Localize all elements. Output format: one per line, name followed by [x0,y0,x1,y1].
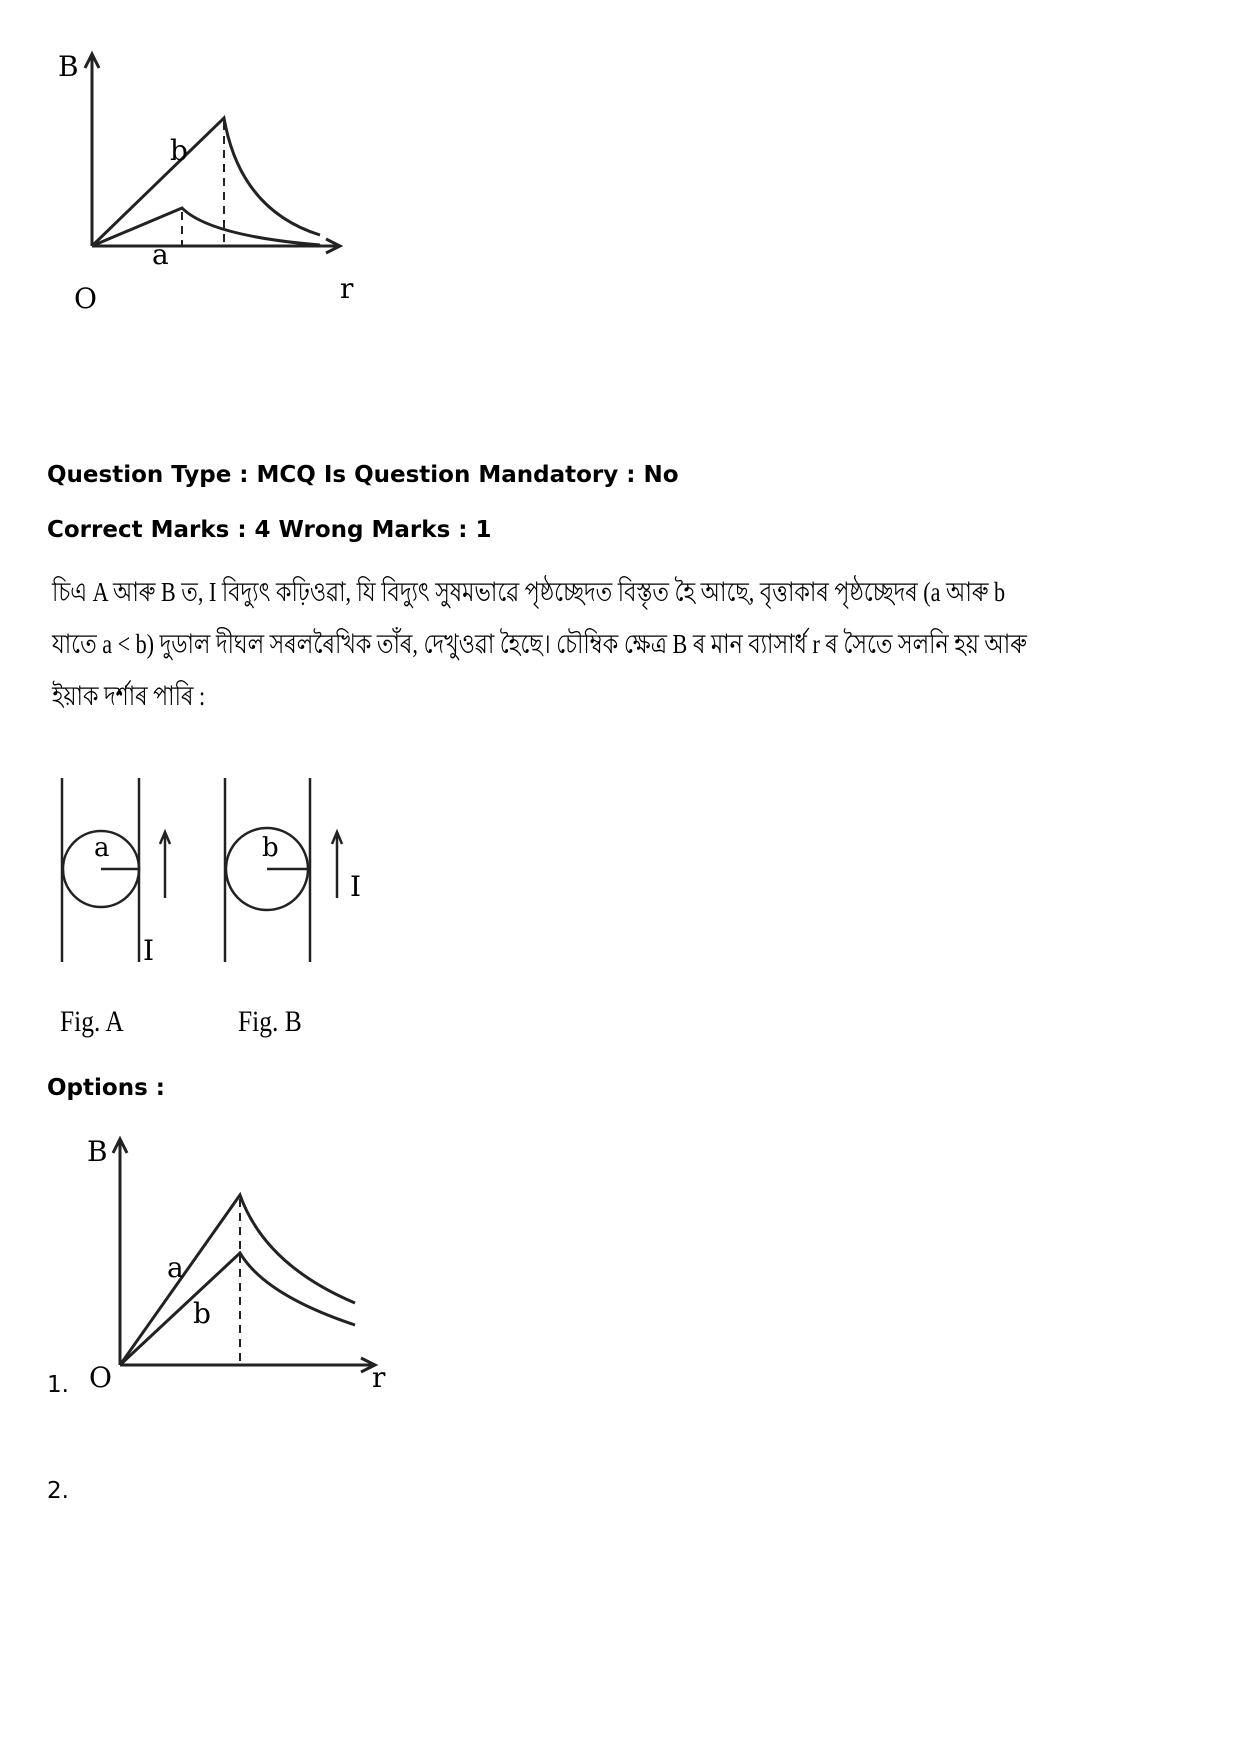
curve-b [120,1253,355,1365]
fig-a-current-label: I [143,934,155,967]
wire-figures [50,770,390,970]
x-axis-label: r [340,272,354,305]
origin-label: O [74,282,97,315]
fig-a-caption: Fig. A [60,1005,124,1038]
fig-b-current-label: I [350,870,362,903]
question-type-line: Question Type : MCQ Is Question Mandatory : No [47,462,679,488]
question-text-line: যাতে a < b) দুডাল দীঘল সৰলৰৈখিক তাঁৰ, দেখুওৱা হৈছে। চৌম্বিক ক্ষেত্ৰ B ৰ মান ব্যাসাৰ্ধ r ৰ সৈতে সলনি হয় আৰু [52,629,1027,659]
curve-label-a: a [152,238,169,271]
fig-b-radius-label: b [262,833,279,863]
question-text-line: ইয়াক দৰ্শাৰ পাৰি : [52,681,206,711]
options-heading: Options : [47,1075,165,1101]
fig-b-caption: Fig. B [238,1005,302,1038]
question-text [52,566,1027,722]
top-graph [40,40,380,320]
curve-label-b: b [193,1297,211,1330]
x-axis-label: r [372,1361,386,1394]
option-number: 1. [47,1372,69,1398]
y-axis-label: B [58,50,79,83]
option-1-graph[interactable] [75,1125,405,1395]
curve-label-b: b [170,134,188,167]
marks-line: Correct Marks : 4 Wrong Marks : 1 [47,517,492,543]
curve-a [120,1195,355,1365]
origin-label: O [89,1361,112,1394]
y-axis-label: B [87,1135,108,1168]
fig-a-radius-label: a [94,833,110,863]
curve-label-a: a [167,1251,184,1284]
curve-b [92,118,320,246]
question-text-line: চিএ A আৰু B ত, I বিদ্যুৎ কঢ়িওৱা, যি বিদ্যুৎ সুষমভাৱে পৃষ্ঠচ্ছেদত বিস্তৃত হৈ আছে, বৃত্তাকাৰ পৃষ্ঠচ্ছেদৰ (a আৰু b [52,577,1006,607]
option-number: 2. [47,1478,69,1504]
